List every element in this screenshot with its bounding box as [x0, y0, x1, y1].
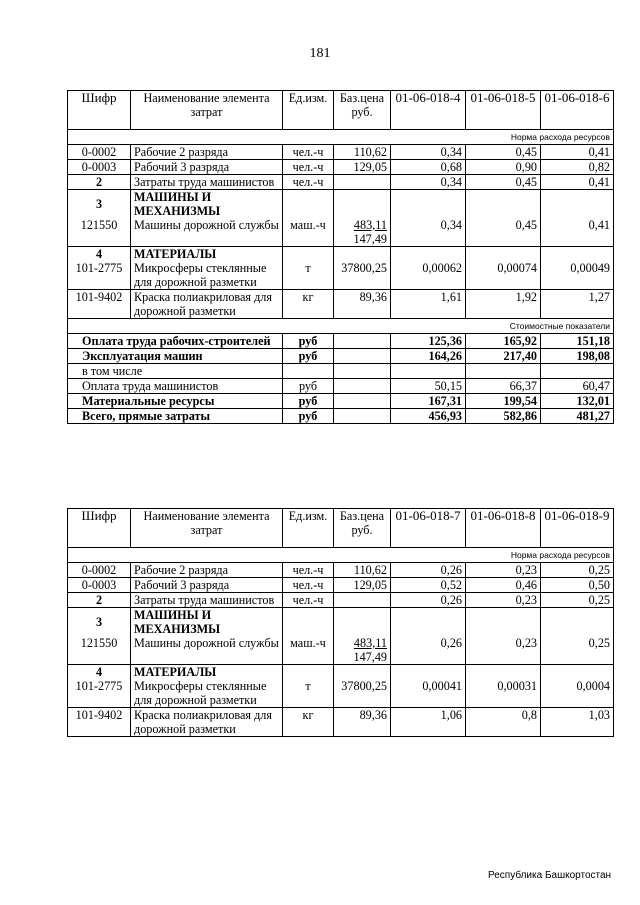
section-row: 3 МАШИНЫ И МЕХАНИЗМЫ	[68, 608, 614, 637]
footer-region: Республика Башкортостан	[488, 870, 612, 881]
header-unit: Ед.изм.	[283, 509, 334, 548]
table-header	[68, 91, 614, 130]
section-row: 3 МАШИНЫ И МЕХАНИЗМЫ	[68, 190, 614, 219]
cost-row: в том числе	[68, 364, 614, 379]
table-row: 0-0003 Рабочий 3 разряда чел.-ч 129,05 0,52 0,46 0,50	[68, 578, 614, 593]
header-unit: Ед.изм.	[283, 91, 334, 130]
section-row: 4 МАТЕРИАЛЫ	[68, 665, 614, 680]
section-row: 4 МАТЕРИАЛЫ	[68, 247, 614, 262]
price-wage: 147,49	[353, 232, 387, 246]
price-base: 483,11	[353, 636, 387, 650]
header-code: Шифр	[68, 509, 131, 548]
table-row: 0-0003 Рабочий 3 разряда чел.-ч 129,05 0,68 0,90 0,82	[68, 160, 614, 175]
table-row: 101-9402 Краска полиакриловая для дорожной разметки кг 89,36 1,61 1,92 1,27	[68, 290, 614, 319]
table-row: 0-0002 Рабочие 2 разряда чел.-ч 110,62 0,34 0,45 0,41	[68, 145, 614, 160]
header-col-2: 01-06-018-8	[466, 509, 541, 548]
norm-band: Норма расхода ресурсов	[68, 548, 614, 563]
table-row: 101-2775 Микросферы стеклянные для дорожной разметки т 37800,25 0,00062 0,00074 0,00049	[68, 261, 614, 290]
table-row: 2 Затраты труда машинистов чел.-ч 0,26 0,23 0,25	[68, 593, 614, 608]
table-row: 101-2775 Микросферы стеклянные для дорожной разметки т 37800,25 0,00041 0,00031 0,0004	[68, 679, 614, 708]
table-row: 0-0002 Рабочие 2 разряда чел.-ч 110,62 0,26 0,23 0,25	[68, 563, 614, 578]
header-code: Шифр	[68, 91, 131, 130]
table-header	[68, 509, 614, 548]
header-col-2: 01-06-018-5	[466, 91, 541, 130]
header-col-3: 01-06-018-9	[541, 509, 614, 548]
cost-band: Стоимостные показатели	[68, 319, 614, 334]
header-name: Наименование элемента затрат	[131, 509, 283, 548]
cost-row: Всего, прямые затраты руб 456,93 582,86 481,27	[68, 409, 614, 424]
header-col-1: 01-06-018-4	[391, 91, 466, 130]
norm-band: Норма расхода ресурсов	[68, 130, 614, 145]
header-name: Наименование элемента затрат	[131, 91, 283, 130]
table-row: 121550 Машины дорожной службы маш.-ч 483,11 147,49 0,34 0,45 0,41	[68, 218, 614, 247]
resource-table-2	[67, 508, 614, 737]
page-number: 181	[309, 46, 331, 61]
table-row: 2 Затраты труда машинистов чел.-ч 0,34 0,45 0,41	[68, 175, 614, 190]
cost-row: Оплата труда рабочих-строителей руб 125,36 165,92 151,18	[68, 334, 614, 349]
header-price: Баз.цена руб.	[334, 91, 391, 130]
price-wage: 147,49	[353, 650, 387, 664]
cost-row: Материальные ресурсы руб 167,31 199,54 132,01	[68, 394, 614, 409]
header-col-3: 01-06-018-6	[541, 91, 614, 130]
resource-table-1	[67, 90, 614, 424]
table-row: 121550 Машины дорожной службы маш.-ч 483,11 147,49 0,26 0,23 0,25	[68, 636, 614, 665]
header-price: Баз.цена руб.	[334, 509, 391, 548]
cost-row: Оплата труда машинистов руб 50,15 66,37 60,47	[68, 379, 614, 394]
header-col-1: 01-06-018-7	[391, 509, 466, 548]
cost-row: Эксплуатация машин руб 164,26 217,40 198,08	[68, 349, 614, 364]
price-base: 483,11	[353, 218, 387, 232]
table-row: 101-9402 Краска полиакриловая для дорожной разметки кг 89,36 1,06 0,8 1,03	[68, 708, 614, 737]
